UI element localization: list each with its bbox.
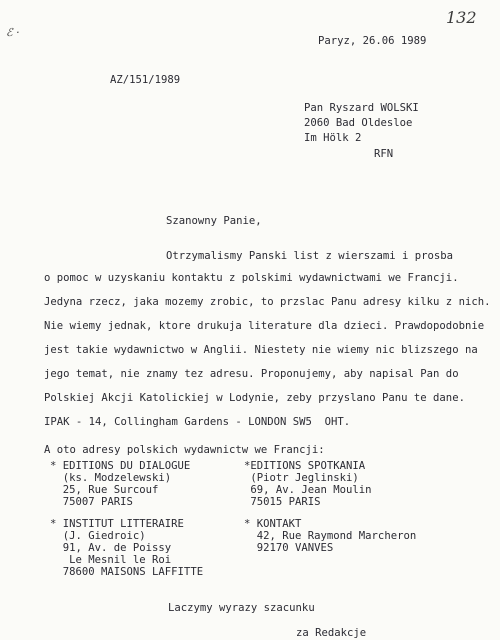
corner-mark: ℰ · [6, 26, 20, 39]
address-line: * KONTAKT [244, 518, 302, 530]
body-line: Otrzymalismy Panski list z wierszami i prosba [166, 250, 454, 262]
address-line: 42, Rue Raymond Marcheron [244, 530, 417, 542]
body-line: IPAK - 14, Collingham Gardens - LONDON SW5 OHT. [44, 416, 351, 428]
address-line: 78600 MAISONS LAFFITTE [50, 566, 204, 578]
handwritten-page-number: 132 [446, 8, 477, 27]
salutation: Szanowny Panie, [166, 215, 262, 227]
closing: Laczymy wyrazy szacunku [168, 602, 315, 614]
address-line: (Piotr Jeglinski) [244, 472, 359, 484]
address-line: 25, Rue Surcouf [50, 484, 159, 496]
reference-number: AZ/151/1989 [110, 74, 181, 86]
body-line: Polskiej Akcji Katolickiej w Lodynie, zeby przyslano Panu te dane. [44, 392, 465, 404]
recipient-street: Im Hölk 2 [304, 132, 362, 144]
body-line: o pomoc w uzyskaniu kontaktu z polskimi wydawnictwami we Francji. [44, 272, 459, 284]
signature-line: za Redakcje [296, 627, 367, 639]
address-line: 69, Av. Jean Moulin [244, 484, 372, 496]
place-date: Paryz, 26.06 1989 [318, 35, 427, 47]
address-line: 92170 VANVES [244, 542, 334, 554]
body-line: Jedyna rzecz, jaka mozemy zrobic, to przslac Panu adresy kilku z nich. [44, 296, 491, 308]
address-line: 91, Av. de Poissy [50, 542, 172, 554]
recipient-name: Pan Ryszard WOLSKI [304, 102, 419, 114]
body-line: Nie wiemy jednak, ktore drukuja literature dla dzieci. Prawdopodobnie [44, 320, 485, 332]
address-line: Le Mesnil le Roi [50, 554, 172, 566]
address-line: 75015 PARIS [244, 496, 321, 508]
addresses-intro: A oto adresy polskich wydawnictw we Francji: [44, 444, 325, 456]
body-line: jest takie wydawnictwo w Anglii. Niestety nie wiemy nic blizszego na [44, 344, 478, 356]
address-line: (J. Giedroic) [50, 530, 146, 542]
recipient-city: 2060 Bad Oldesloe [304, 117, 413, 129]
address-line: * EDITIONS DU DIALOGUE [50, 460, 191, 472]
recipient-country: RFN [374, 148, 394, 160]
address-line: (ks. Modzelewski) [50, 472, 172, 484]
body-line: jego temat, nie znamy tez adresu. Proponujemy, aby napisal Pan do [44, 368, 459, 380]
address-line: 75007 PARIS [50, 496, 133, 508]
address-line: * INSTITUT LITTERAIRE [50, 518, 184, 530]
address-line: *EDITIONS SPOTKANIA [244, 460, 366, 472]
